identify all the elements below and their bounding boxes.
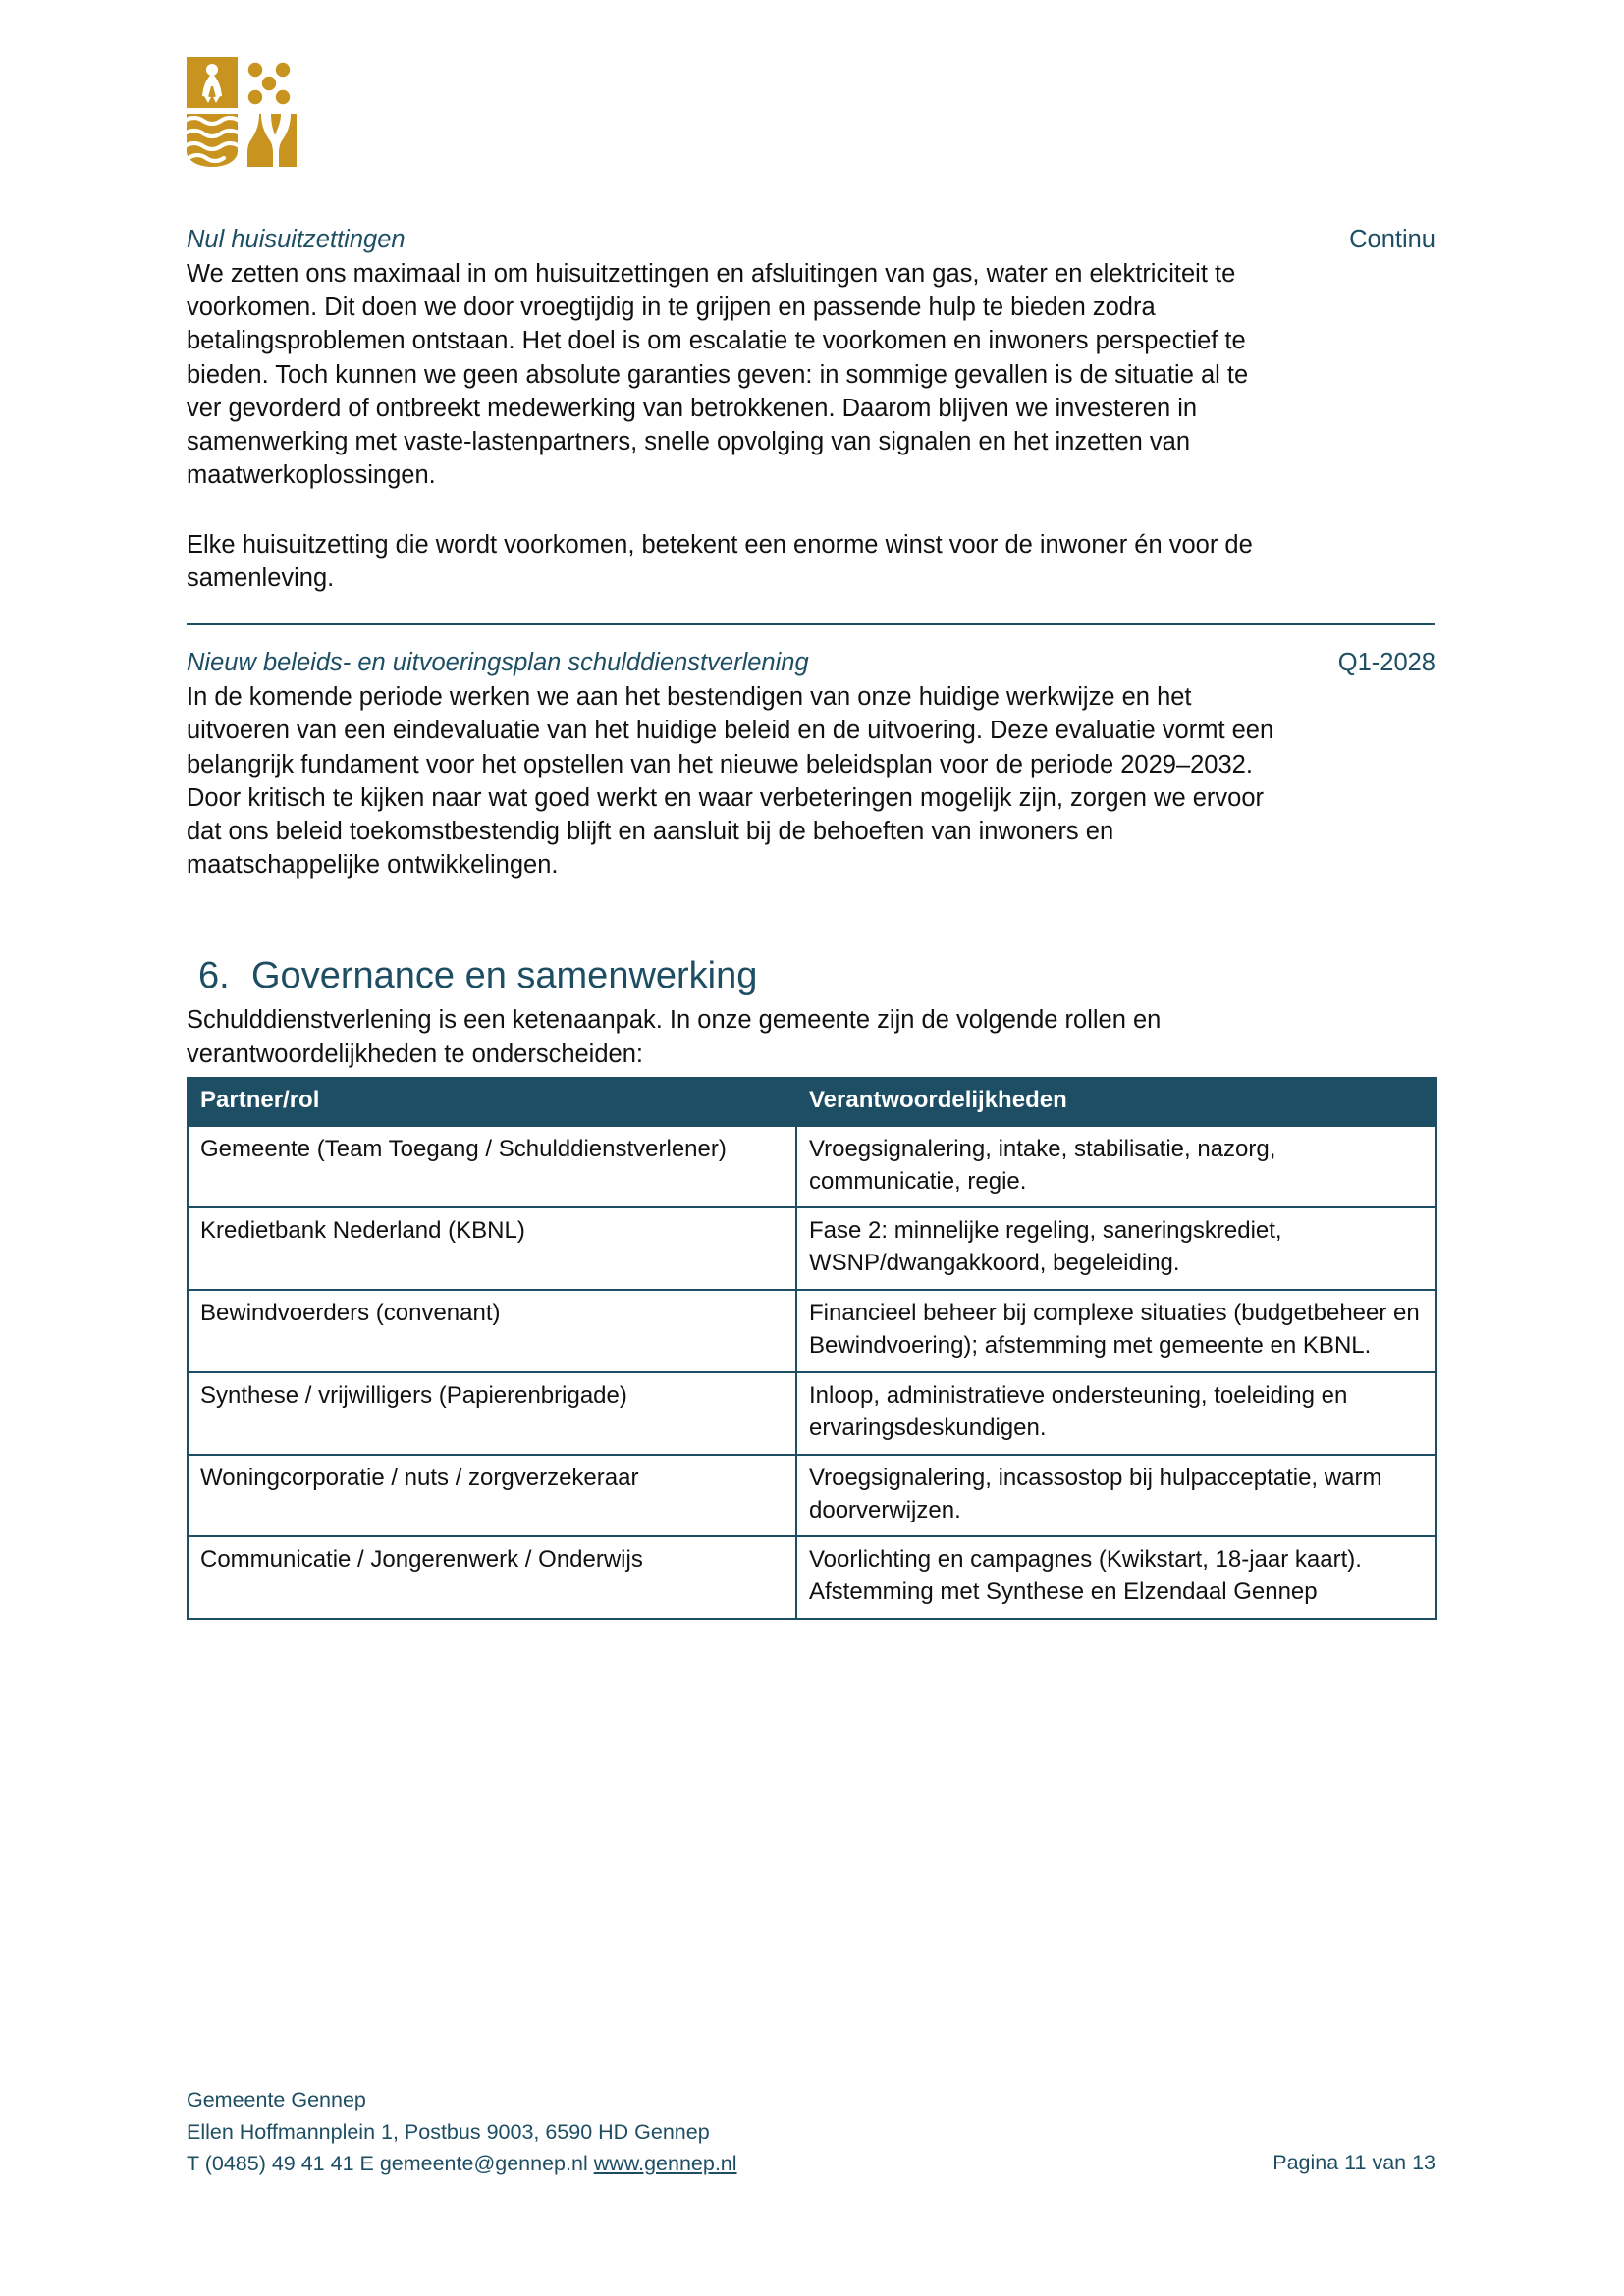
section-heading — [198, 953, 1435, 1000]
measure-timing: Continu — [1349, 226, 1435, 253]
measure-block — [187, 647, 1435, 881]
measure-block — [187, 224, 1435, 595]
measure-title: Nul huisuitzettingen — [187, 226, 406, 253]
measure-header — [187, 224, 1435, 257]
footer-website-link[interactable]: www.gennep.nl — [593, 2152, 737, 2176]
measure-title: Nieuw beleids- en uitvoeringsplan schulddienstverlening — [187, 649, 809, 677]
table-row — [188, 1372, 1436, 1455]
measure-paragraph: In de komende periode werken we aan het bestendigen van onze huidige werkwijze en het uitvoeren van een eindevaluatie van het huidige beleid en de uitvoering. Deze evaluatie vormt een belangrijk fundament voor het opstellen van het nieuwe beleidsplan voor de periode 2029–2032. Door kritisch te kijken naar wat goed werkt en waar verbeteringen mogelijk zijn, zorgen we ervoor dat ons beleid toekomstbestendig blijft en aansluit bij de behoeften van inwoners en maatschappelijke ontwikkelingen. — [187, 682, 1274, 880]
table-row — [188, 1455, 1436, 1537]
footer-organisation: Gemeente Gennep — [187, 2088, 366, 2111]
page-footer — [187, 2084, 1435, 2180]
table-row — [188, 1536, 1436, 1619]
cell-responsibility: Inloop, administratieve ondersteuning, toeleiding en ervaringsdeskundigen. — [796, 1372, 1436, 1455]
cell-partner: Kredietbank Nederland (KBNL) — [188, 1207, 796, 1290]
footer-contact-line — [187, 2148, 737, 2180]
table-row — [188, 1126, 1436, 1208]
section-title: Governance en samenwerking — [251, 954, 758, 996]
cell-responsibility: Financieel beheer bij complexe situaties (budgetbeheer en Bewindvoering); afstemming met gemeente en KBNL. — [796, 1290, 1436, 1372]
cell-responsibility: Vroegsignalering, intake, stabilisatie, nazorg, communicatie, regie. — [796, 1126, 1436, 1208]
cell-partner: Bewindvoerders (convenant) — [188, 1290, 796, 1372]
page-content — [187, 224, 1435, 1620]
cell-partner: Synthese / vrijwilligers (Papierenbrigade) — [188, 1372, 796, 1455]
coat-of-arms-icon — [187, 57, 297, 167]
cell-partner: Woningcorporatie / nuts / zorgverzekeraar — [188, 1455, 796, 1537]
cell-partner: Communicatie / Jongerenwerk / Onderwijs — [188, 1536, 796, 1619]
measure-paragraph: Elke huisuitzetting die wordt voorkomen, betekent een enorme winst voor de inwoner én voor de samenleving. — [187, 530, 1253, 593]
table-row — [188, 1290, 1436, 1372]
measure-header — [187, 647, 1435, 680]
roles-table — [187, 1077, 1437, 1620]
cell-responsibility: Voorlichting en campagnes (Kwikstart, 18-jaar kaart). Afstemming met Synthese en Elzendaal Gennep — [796, 1536, 1436, 1619]
table-header-row — [188, 1078, 1436, 1126]
table-body — [188, 1126, 1436, 1620]
footer-phone-email: T (0485) 49 41 41 E gemeente@gennep.nl — [187, 2152, 594, 2176]
cell-responsibility: Fase 2: minnelijke regeling, saneringskrediet, WSNP/dwangakkoord, begeleiding. — [796, 1207, 1436, 1290]
footer-contact-block — [187, 2084, 737, 2180]
column-header-responsibilities: Verantwoordelijkheden — [796, 1078, 1436, 1126]
gemeente-gennep-logo — [187, 57, 297, 167]
table-row — [188, 1207, 1436, 1290]
cell-partner: Gemeente (Team Toegang / Schulddienstverlener) — [188, 1126, 796, 1208]
section-intro-text: Schulddienstverlening is een ketenaanpak. In onze gemeente zijn de volgende rollen en verantwoordelijkheden te onderscheiden: — [187, 1006, 1162, 1068]
measure-timing: Q1-2028 — [1337, 649, 1435, 677]
footer-address: Ellen Hoffmannplein 1, Postbus 9003, 6590 HD Gennep — [187, 2119, 710, 2144]
measure-paragraph: We zetten ons maximaal in om huisuitzettingen en afsluitingen van gas, water en elektriciteit te voorkomen. Dit doen we door vroegtijdig in te grijpen en passende hulp te bieden zodra betalingsproblemen ontstaan. Het doel is om escalatie te voorkomen en inwoners perspectief te bieden. Toch kunnen we geen absolute garanties geven: in sommige gevallen is de situatie al te ver gevorderd of ontbreekt medewerking van betrokkenen. Daarom blijven we investeren in samenwerking met vaste-lastenpartners, snelle opvolging van signalen en het inzetten van maatwerkoplossingen. — [187, 259, 1249, 490]
section-divider — [187, 623, 1435, 625]
column-header-partner: Partner/rol — [188, 1078, 796, 1126]
paragraph-spacer — [187, 493, 1435, 528]
cell-responsibility: Vroegsignalering, incassostop bij hulpacceptatie, warm doorverwijzen. — [796, 1455, 1436, 1537]
page-number: Pagina 11 van 13 — [1272, 2151, 1435, 2175]
section-number: 6. — [198, 954, 230, 996]
